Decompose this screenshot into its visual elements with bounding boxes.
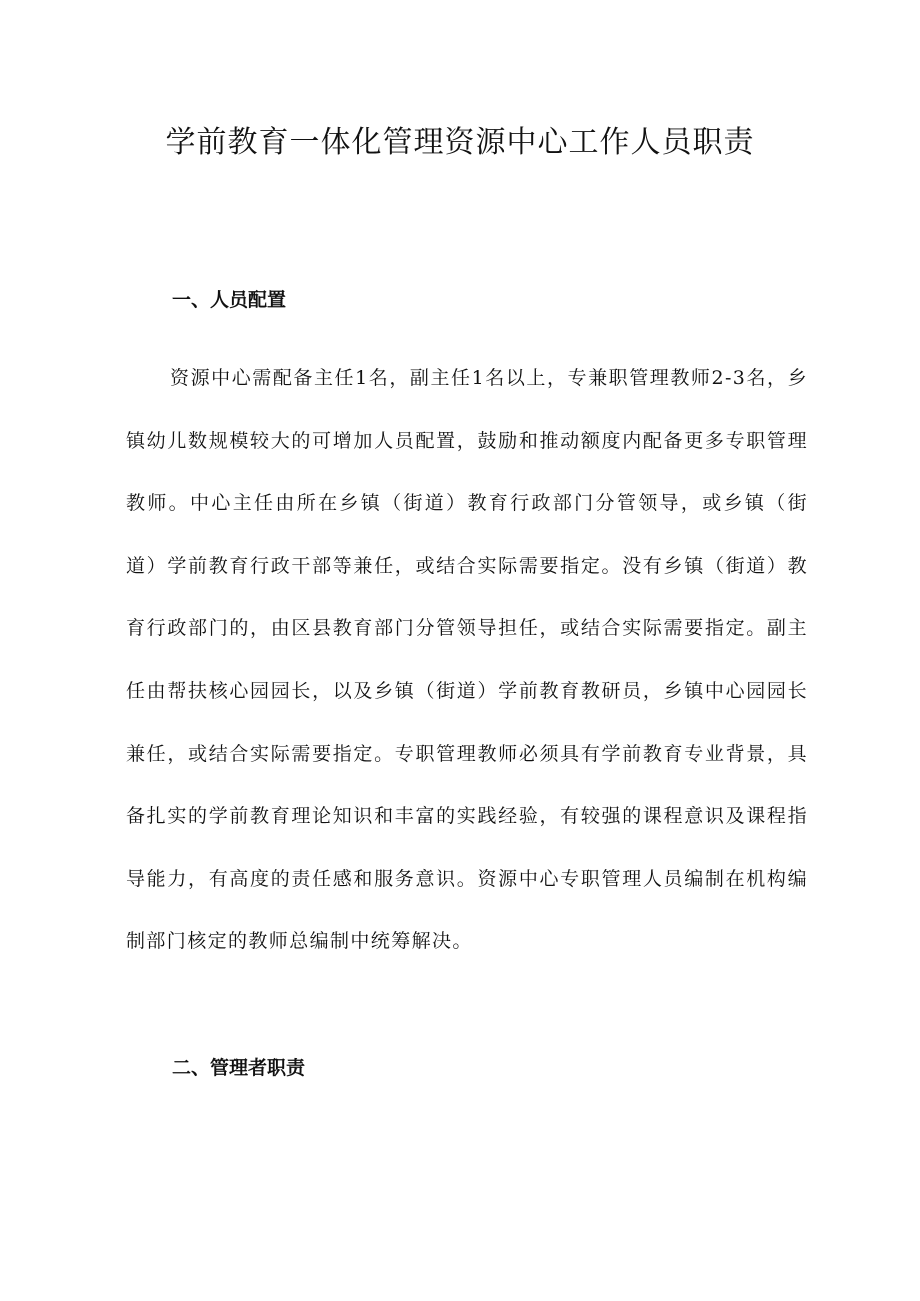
section-heading-staffing: 一、人员配置 bbox=[172, 289, 287, 311]
section-heading-manager-duties: 二、管理者职责 bbox=[172, 1057, 306, 1079]
document-title: 学前教育一体化管理资源中心工作人员职责 bbox=[165, 125, 755, 160]
section-body-staffing: 资源中心需配备主任1名，副主任1名以上，专兼职管理教师2-3名，乡镇幼儿数规模较大的可增加人员配置，鼓励和推动额度内配备更多专职管理教师。中心主任由所在乡镇（街道）教育行政部门分管领导，或乡镇（街道）学前教育行政干部等兼任，或结合实际需要指定。没有乡镇（街道）教育行政部门的，由区县教育部门分管领导担任，或结合实际需要指定。副主任由帮扶核心园园长，以及乡镇（街道）学前教育教研员，乡镇中心园园长兼任，或结合实际需要指定。专职管理教师必须具有学前教育专业背景，具备扎实的学前教育理论知识和丰富的实践经验，有较强的课程意识及课程指导能力，有高度的责任感和服务意识。资源中心专职管理人员编制在机构编制部门核定的教师总编制中统筹解决。 bbox=[126, 367, 808, 953]
